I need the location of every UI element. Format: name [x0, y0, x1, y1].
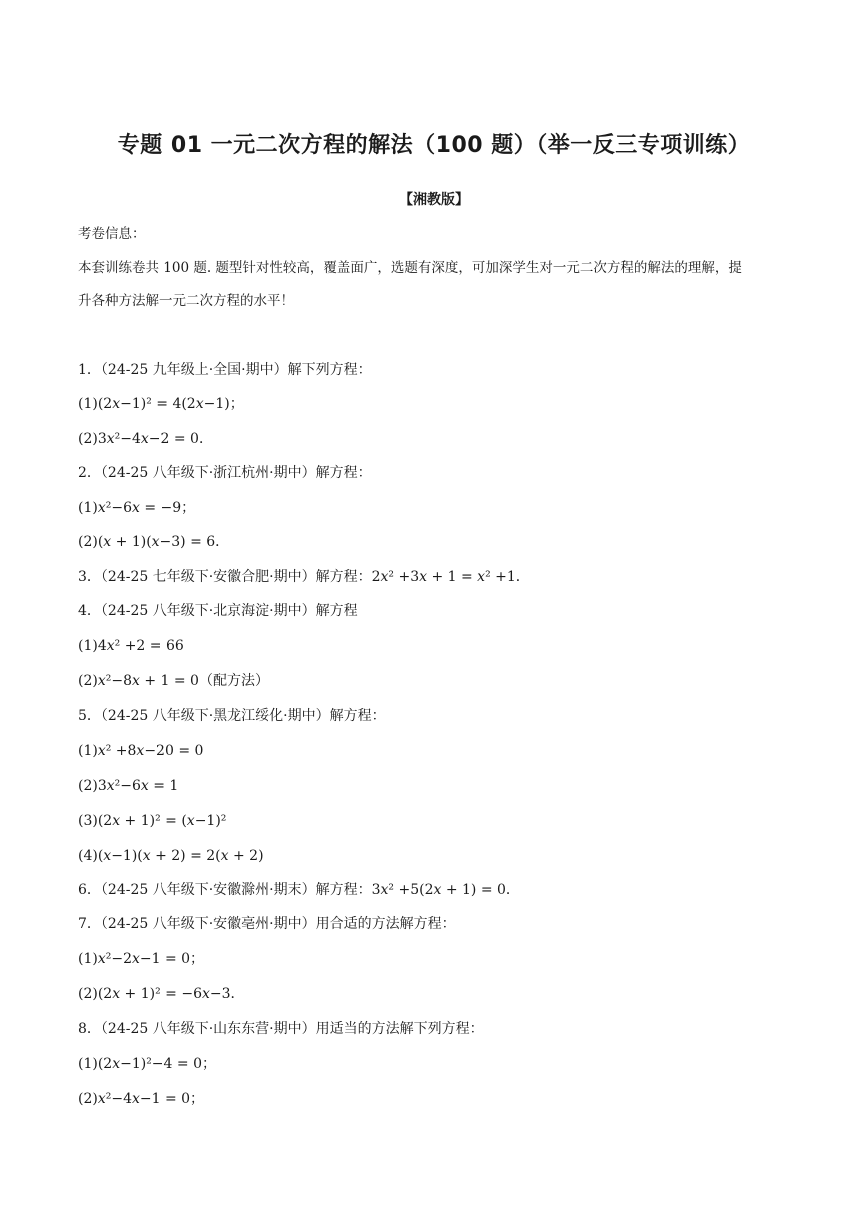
question-line: (1)4𝑥² +2 = 66: [78, 638, 184, 654]
info-line-1: 本套训练卷共 100 题. 题型针对性较高，覆盖面广，选题有深度，可加深学生对一元二次方程的解法的理解，提: [78, 260, 742, 276]
question-line: (2)(2𝑥 + 1)² = −6𝑥−3．: [78, 986, 245, 1002]
question-line: (1)𝑥²−2𝑥−1 = 0；: [78, 951, 205, 967]
question-line: 5．（24-25 八年级下·黑龙江绥化·期中）解方程：: [78, 708, 386, 724]
question-line: (2)𝑥²−4𝑥−1 = 0；: [78, 1091, 205, 1107]
question-line: 2．（24-25 八年级下·浙江杭州·期中）解方程：: [78, 465, 372, 481]
question-line: (1)(2𝑥−1)² = 4(2𝑥−1)；: [78, 396, 244, 412]
question-line: (2)(𝑥 + 1)(𝑥−3) = 6．: [78, 534, 230, 550]
question-line: (4)(𝑥−1)(𝑥 + 2) = 2(𝑥 + 2): [78, 848, 264, 864]
question-line: 8．（24-25 八年级下·山东东营·期中）用适当的方法解下列方程：: [78, 1021, 484, 1037]
question-line: (1)𝑥²−6𝑥 = −9；: [78, 500, 196, 516]
question-line: (1)𝑥² +8𝑥−20 = 0: [78, 743, 204, 759]
question-line: 4．（24-25 八年级下·北京海淀·期中）解方程: [78, 603, 358, 619]
info-line-2: 升各种方法解一元二次方程的水平！: [78, 293, 294, 309]
question-line: (2)3𝑥²−6𝑥 = 1: [78, 778, 179, 794]
question-line: (1)(2𝑥−1)²−4 = 0；: [78, 1056, 216, 1072]
question-line: (3)(2𝑥 + 1)² = (𝑥−1)²: [78, 813, 227, 829]
question-line: (2)𝑥²−8𝑥 + 1 = 0（配方法）: [78, 673, 269, 689]
question-line: 7．（24-25 八年级下·安徽亳州·期中）用合适的方法解方程：: [78, 916, 456, 932]
info-heading: 考卷信息：: [78, 226, 146, 242]
document-title: 专题 01 一元二次方程的解法（100 题）（举一反三专项训练）: [117, 133, 751, 158]
question-line: 6．（24-25 八年级下·安徽滁州·期末）解方程：3𝑥² +5(2𝑥 + 1) = 0．: [78, 882, 520, 898]
question-line: 3．（24-25 七年级下·安徽合肥·期中）解方程：2𝑥² +3𝑥 + 1 = 𝑥² +1．: [78, 569, 530, 585]
question-line: 1．（24-25 九年级上·全国·期中）解下列方程：: [78, 362, 372, 378]
question-line: (2)3𝑥²−4𝑥−2 = 0．: [78, 431, 213, 447]
edition-label: 【湘教版】: [399, 192, 469, 208]
